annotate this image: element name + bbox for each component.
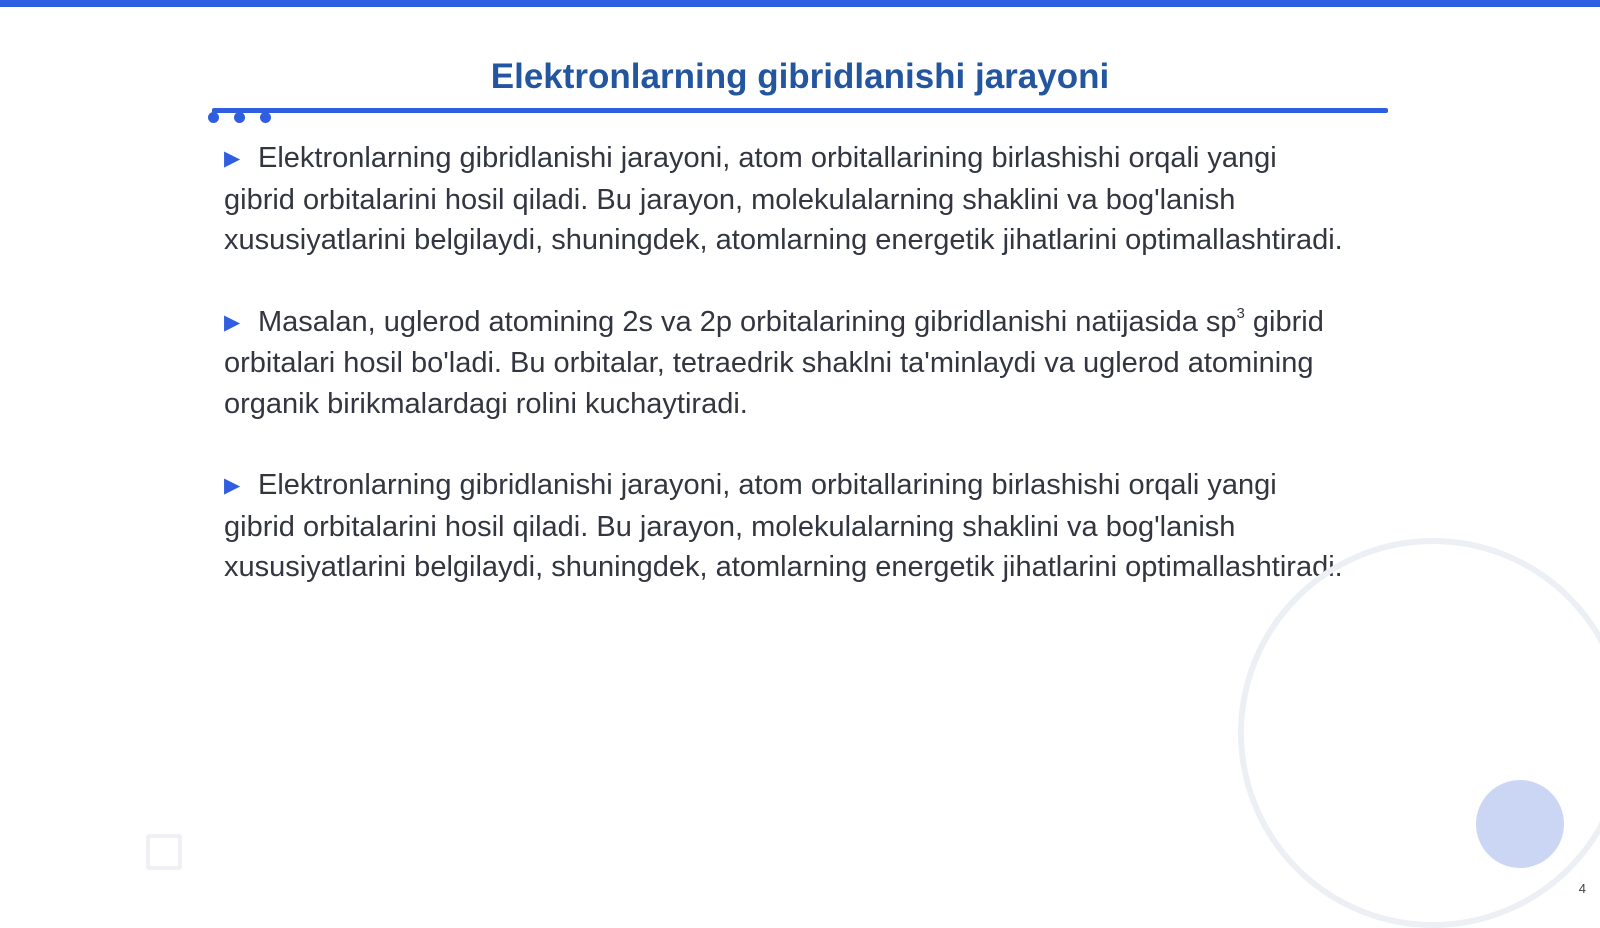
- bullet-item: [224, 302, 1354, 425]
- decorative-ring: [1238, 538, 1600, 928]
- bullet-list: [224, 138, 1354, 629]
- triangle-bullet-icon: ▶: [224, 474, 241, 497]
- bullet-item: [224, 465, 1354, 588]
- decorative-circle: [1476, 780, 1564, 868]
- slide-title: Elektronlarning gibridlanishi jarayoni: [490, 57, 1110, 96]
- underline-dot: [234, 112, 245, 123]
- title-underline: [212, 108, 1388, 113]
- page-number: 4: [1578, 881, 1586, 896]
- triangle-bullet-icon: ▶: [224, 147, 241, 170]
- top-accent-bar: [0, 0, 1600, 7]
- decorative-square: [146, 834, 182, 870]
- bullet-text: Masalan, uglerod atomining 2s va 2p orbitalarining gibridlanishi natijasida sp: [258, 305, 1237, 338]
- triangle-bullet-icon: ▶: [224, 310, 241, 334]
- bullet-item: [224, 138, 1354, 261]
- bullet-text-continued: gibrid orbitalari hosil bo'ladi. Bu orbitalar, tetraedrik shaklni ta'minlaydi va uglerod atomining organik birikmalardagi rolini kuchaytiradi.: [224, 305, 1324, 420]
- bullet-text: Elektronlarning gibridlanishi jarayoni, atom orbitallarining birlashishi orqali yangi gibrid orbitalarini hosil qiladi. Bu jarayon, molekulalarning shaklini va bog'lanish xususiyatlarini belgilaydi, shuningdek, atomlarning energetik jihatlarini optimallashtiradi.: [224, 469, 1343, 583]
- underline-dot: [208, 112, 219, 123]
- underline-dot: [260, 112, 271, 123]
- bullet-text: Elektronlarning gibridlanishi jarayoni, atom orbitallarining birlashishi orqali yangi gibrid orbitalarini hosil qiladi. Bu jarayon, molekulalarning shaklini va bog'lanish xususiyatlarini belgilaydi, shuningdek, atomlarning energetik jihatlarini optimallashtiradi.: [224, 142, 1343, 256]
- superscript: 3: [1236, 304, 1245, 322]
